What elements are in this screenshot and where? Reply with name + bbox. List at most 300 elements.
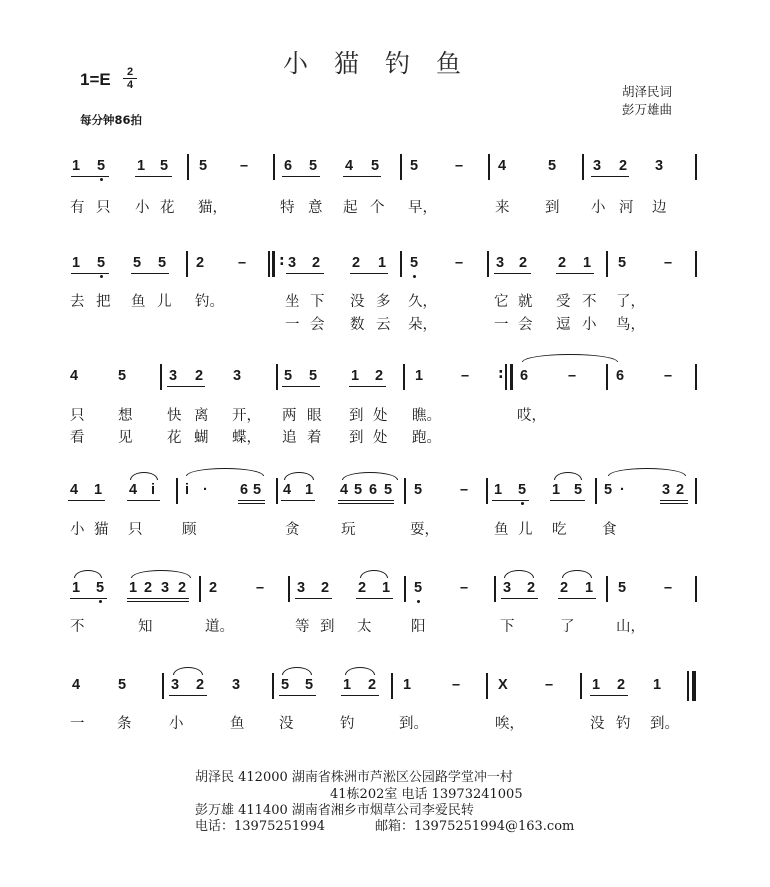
- note: 5: [618, 580, 627, 596]
- note: 1: [72, 255, 81, 271]
- note: 2: [321, 580, 330, 596]
- note: 5: [158, 255, 167, 271]
- tie: [608, 468, 686, 476]
- note: 2: [619, 158, 628, 174]
- lyric: 下: [500, 619, 515, 635]
- note: 3: [232, 677, 241, 693]
- beam: [590, 695, 628, 696]
- barline: [403, 364, 405, 390]
- beam: [338, 503, 394, 504]
- slur: [131, 570, 191, 578]
- beam: [169, 695, 207, 696]
- lyric: 了，: [616, 294, 645, 310]
- lyric: 边: [652, 200, 667, 216]
- note: 2: [558, 255, 567, 271]
- barline: [176, 478, 178, 504]
- barline: [487, 251, 489, 277]
- note: –: [460, 482, 469, 498]
- note: 4: [345, 158, 354, 174]
- note: 2: [196, 255, 205, 271]
- beam: [343, 176, 381, 177]
- note: 3: [297, 580, 306, 596]
- lyric: 钓。: [195, 294, 224, 310]
- slur: [284, 472, 314, 480]
- lyric: 朵，: [408, 317, 437, 333]
- lyric: 蝴: [194, 430, 209, 446]
- note: 5: [305, 677, 314, 693]
- lyric: 没: [350, 294, 365, 310]
- slur: [562, 570, 592, 578]
- note: 1: [494, 482, 503, 498]
- beam: [71, 273, 109, 274]
- beam: [71, 176, 109, 177]
- lyric: 处: [373, 408, 388, 424]
- repeat-end-barline: [505, 364, 507, 390]
- lyric: 花: [160, 200, 175, 216]
- barline: [391, 673, 393, 699]
- lyric: 鱼: [494, 522, 509, 538]
- lyric: 山，: [616, 619, 645, 635]
- beam: [494, 273, 531, 274]
- lyric: 多: [376, 294, 391, 310]
- lyric: 着: [307, 430, 322, 446]
- lyric: 追: [282, 430, 297, 446]
- lyric: 就: [518, 294, 533, 310]
- contact-composer-address: 彭万雄 411400 湖南省湘乡市烟草公司李爱民转: [195, 803, 474, 818]
- note: 5: [604, 482, 613, 498]
- note: –: [455, 255, 464, 271]
- lyric: 离: [194, 408, 209, 424]
- barline: [276, 478, 278, 504]
- lyric: 蝶，: [232, 430, 261, 446]
- barline: [695, 478, 697, 504]
- lyric: 不: [582, 294, 597, 310]
- key-signature: 1=E: [80, 70, 111, 89]
- composer-credit: 彭万雄曲: [622, 102, 673, 117]
- lyric: 食: [602, 522, 617, 538]
- note: 5: [410, 255, 419, 271]
- beam: [591, 176, 629, 177]
- lyric: 不: [70, 619, 85, 635]
- note: 1: [343, 677, 352, 693]
- lyric: 处: [373, 430, 388, 446]
- note: 4: [70, 482, 79, 498]
- lyric: 两: [282, 408, 297, 424]
- note: 4: [340, 482, 349, 498]
- note: 1: [552, 482, 561, 498]
- time-signature-bottom: 4: [126, 79, 134, 91]
- lyric: 只: [70, 408, 85, 424]
- lyric: 到: [545, 200, 560, 216]
- note: –: [461, 368, 470, 384]
- beam: [501, 598, 538, 599]
- note: –: [240, 158, 249, 174]
- lyric: 它: [494, 294, 509, 310]
- beam: [167, 386, 205, 387]
- lyric: 早，: [408, 200, 437, 216]
- note: –: [455, 158, 464, 174]
- note: 5: [309, 158, 318, 174]
- note: 6: [369, 482, 378, 498]
- lyric: 一: [70, 716, 85, 732]
- barline: [494, 576, 496, 602]
- barline: [404, 576, 406, 602]
- note: 5: [371, 158, 380, 174]
- note: 5: [410, 158, 419, 174]
- note: 6: [616, 368, 625, 384]
- lyric: 阳: [411, 619, 426, 635]
- beam: [281, 500, 315, 501]
- beam: [238, 500, 265, 501]
- barline: [606, 364, 608, 390]
- note: 5: [118, 368, 127, 384]
- barline: [187, 154, 189, 180]
- lyric: 云: [376, 317, 391, 333]
- barline: [595, 478, 597, 504]
- beam: [558, 598, 596, 599]
- note: 5: [253, 482, 262, 498]
- note: 2: [195, 368, 204, 384]
- lyric: 会: [518, 317, 533, 333]
- barline: [488, 154, 490, 180]
- note: 1: [137, 158, 146, 174]
- lyric: 来: [495, 200, 510, 216]
- note: 1: [378, 255, 387, 271]
- note: 3: [593, 158, 602, 174]
- note: 1: [403, 677, 412, 693]
- lyric: 坐: [285, 294, 300, 310]
- lyric: 小: [135, 200, 150, 216]
- low-octave-dot: [521, 502, 524, 505]
- beam: [660, 503, 688, 504]
- slur: [282, 667, 312, 675]
- lyric: 只: [96, 200, 111, 216]
- note: 1: [415, 368, 424, 384]
- barline: [272, 673, 274, 699]
- lyric: 耍，: [410, 522, 439, 538]
- note: 1: [653, 677, 662, 693]
- lyric: 贪: [285, 522, 300, 538]
- lyric: 猫，: [198, 200, 227, 216]
- note: –: [664, 368, 673, 384]
- note: –: [256, 580, 265, 596]
- note: –: [238, 255, 247, 271]
- note: 1: [72, 580, 81, 596]
- lyric: 个: [370, 200, 385, 216]
- barline: [486, 478, 488, 504]
- lyric: 条: [117, 716, 132, 732]
- note: 2: [368, 677, 377, 693]
- note: 1: [72, 158, 81, 174]
- note: 1: [351, 368, 360, 384]
- note: 5: [309, 368, 318, 384]
- lyric: 等: [295, 619, 310, 635]
- lyric: 开，: [232, 408, 261, 424]
- beam: [338, 500, 394, 501]
- lyric: 花: [167, 430, 182, 446]
- beam: [341, 695, 379, 696]
- lyric: 逗: [556, 317, 571, 333]
- final-barline-thin: [687, 671, 689, 701]
- note: 5: [518, 482, 527, 498]
- note: 3: [161, 580, 170, 596]
- note: 3: [655, 158, 664, 174]
- slur: [74, 570, 102, 578]
- slur: [130, 472, 158, 480]
- contact-composer-email: 邮箱：13975251994@163.com: [375, 819, 575, 834]
- lyric: 河: [619, 200, 634, 216]
- lyric: 眼: [307, 408, 322, 424]
- note: 5: [97, 158, 106, 174]
- note: 5: [281, 677, 290, 693]
- note: i: [151, 482, 156, 498]
- lyric: 了: [560, 619, 575, 635]
- barline: [606, 251, 608, 277]
- slur: [342, 472, 398, 480]
- barline: [160, 364, 162, 390]
- barline: [606, 576, 608, 602]
- final-barline-thick: [692, 671, 696, 701]
- note: 3: [662, 482, 671, 498]
- note: –: [452, 677, 461, 693]
- lyric: 意: [308, 200, 323, 216]
- note: 5: [96, 580, 105, 596]
- note: –: [460, 580, 469, 596]
- beam: [279, 695, 316, 696]
- note: ·: [203, 482, 208, 498]
- low-octave-dot: [100, 178, 103, 181]
- lyric: 道。: [205, 619, 234, 635]
- note: 2: [676, 482, 685, 498]
- lyric: 鱼: [230, 716, 245, 732]
- lyric: 唉，: [495, 716, 524, 732]
- note: 5: [133, 255, 142, 271]
- slur: [345, 667, 375, 675]
- tempo-marking: 每分钟86拍: [80, 113, 143, 127]
- lyric: 顾: [182, 522, 197, 538]
- lyric: 太: [357, 619, 372, 635]
- lyric: 玩: [341, 522, 356, 538]
- note: 6: [520, 368, 529, 384]
- barline: [695, 576, 697, 602]
- note: 2: [617, 677, 626, 693]
- beam: [349, 386, 386, 387]
- note: –: [664, 580, 673, 596]
- note: 2: [358, 580, 367, 596]
- contact-composer-phone: 电话：13975251994: [195, 819, 325, 834]
- slur: [173, 667, 203, 675]
- note: 3: [496, 255, 505, 271]
- note: 2: [196, 677, 205, 693]
- note: –: [545, 677, 554, 693]
- note: 5: [618, 255, 627, 271]
- note: 5: [414, 580, 423, 596]
- repeat-end-barline: [510, 364, 513, 390]
- lyric: 小: [591, 200, 606, 216]
- note: 5: [97, 255, 106, 271]
- note: 5: [354, 482, 363, 498]
- low-octave-dot: [413, 275, 416, 278]
- lyric: 知: [138, 619, 153, 635]
- lyric: 哎，: [517, 408, 546, 424]
- beam: [550, 500, 585, 501]
- slur: [504, 570, 534, 578]
- lyric: 见: [118, 430, 133, 446]
- note: 4: [70, 368, 79, 384]
- lyric: 跑。: [412, 430, 441, 446]
- barline: [268, 251, 270, 277]
- lyric: 只: [128, 522, 143, 538]
- note: 2: [375, 368, 384, 384]
- beam: [660, 500, 688, 501]
- barline: [695, 251, 697, 277]
- barline: [288, 576, 290, 602]
- note: 2: [312, 255, 321, 271]
- beam: [282, 386, 320, 387]
- contact-lyricist-address: 胡泽民 412000 湖南省株洲市芦淞区公园路学堂冲一村: [195, 770, 513, 785]
- note: 1: [305, 482, 314, 498]
- lyric: 到: [320, 619, 335, 635]
- lyric: 鱼: [131, 294, 146, 310]
- slur: [186, 468, 264, 476]
- note: 5: [384, 482, 393, 498]
- song-title: 小猫钓鱼: [282, 49, 487, 78]
- lyric: 看: [70, 430, 85, 446]
- lyric: 下: [310, 294, 325, 310]
- barline: [486, 673, 488, 699]
- note: 3: [233, 368, 242, 384]
- barline: [276, 364, 278, 390]
- lyric: 久，: [408, 294, 437, 310]
- repeat-dots: :: [279, 253, 285, 269]
- beam: [127, 500, 160, 501]
- low-octave-dot: [417, 600, 420, 603]
- lyric: 一: [285, 317, 300, 333]
- beam: [131, 273, 169, 274]
- lyric: 到: [349, 430, 364, 446]
- note: 5: [199, 158, 208, 174]
- beam: [135, 176, 172, 177]
- barline: [580, 673, 582, 699]
- note: 4: [72, 677, 81, 693]
- note: 1: [583, 255, 592, 271]
- note: i: [185, 482, 190, 498]
- note: 3: [171, 677, 180, 693]
- note: 4: [283, 482, 292, 498]
- barline: [695, 154, 697, 180]
- lyric: 一: [494, 317, 509, 333]
- barline: [400, 251, 402, 277]
- beam: [556, 273, 594, 274]
- contact-lyricist-phone: 41栋202室 电话 13973241005: [330, 787, 523, 802]
- lyric: 钓: [340, 716, 355, 732]
- time-signature-top: 2: [123, 66, 137, 79]
- lyric: 钓: [616, 716, 631, 732]
- beam: [295, 598, 332, 599]
- note: 2: [527, 580, 536, 596]
- note: 4: [498, 158, 507, 174]
- lyric: 有: [70, 200, 85, 216]
- beam: [127, 598, 189, 599]
- note: 2: [519, 255, 528, 271]
- slur: [554, 472, 582, 480]
- lyric: 到。: [399, 716, 428, 732]
- note: 6: [240, 482, 249, 498]
- barline: [582, 154, 584, 180]
- note: 4: [129, 482, 138, 498]
- lyric: 没: [279, 716, 294, 732]
- lyric: 数: [350, 317, 365, 333]
- note: 6: [284, 158, 293, 174]
- low-octave-dot: [99, 600, 102, 603]
- lyric: 起: [343, 200, 358, 216]
- note: 1: [94, 482, 103, 498]
- note: 3: [169, 368, 178, 384]
- low-octave-dot: [100, 275, 103, 278]
- lyric: 吃: [552, 522, 567, 538]
- lyric: 快: [167, 408, 182, 424]
- barline: [199, 576, 201, 602]
- lyric: 儿: [157, 294, 172, 310]
- note: 5: [548, 158, 557, 174]
- note: ·: [620, 482, 625, 498]
- beam: [238, 503, 265, 504]
- beam: [282, 176, 320, 177]
- note: 5: [160, 158, 169, 174]
- lyric: 小: [169, 716, 184, 732]
- time-signature: [123, 66, 137, 91]
- lyric: 儿: [518, 522, 533, 538]
- note: X: [498, 677, 508, 693]
- note: 5: [574, 482, 583, 498]
- barline: [695, 364, 697, 390]
- barline: [404, 478, 406, 504]
- repeat-start-barline: [272, 251, 275, 277]
- beam: [492, 500, 529, 501]
- beam: [127, 601, 189, 602]
- note: 3: [288, 255, 297, 271]
- lyricist-credit: 胡泽民词: [622, 84, 673, 99]
- repeat-dots: :: [498, 366, 504, 382]
- beam: [286, 273, 324, 274]
- note: 1: [382, 580, 391, 596]
- note: 1: [592, 677, 601, 693]
- slur: [360, 570, 388, 578]
- lyric: 鸟，: [616, 317, 645, 333]
- lyric: 去: [70, 294, 85, 310]
- beam: [70, 598, 107, 599]
- note: 2: [560, 580, 569, 596]
- barline: [162, 673, 164, 699]
- barline: [400, 154, 402, 180]
- note: –: [664, 255, 673, 271]
- lyric: 到: [349, 408, 364, 424]
- note: 2: [209, 580, 218, 596]
- note: 1: [129, 580, 138, 596]
- lyric: 瞧。: [412, 408, 441, 424]
- lyric: 会: [310, 317, 325, 333]
- beam: [68, 500, 105, 501]
- tie: [522, 354, 618, 362]
- note: 2: [352, 255, 361, 271]
- lyric: 猫: [94, 522, 109, 538]
- lyric: 小: [582, 317, 597, 333]
- lyric: 没: [590, 716, 605, 732]
- note: 5: [284, 368, 293, 384]
- lyric: 受: [556, 294, 571, 310]
- note: 1: [585, 580, 594, 596]
- note: 5: [118, 677, 127, 693]
